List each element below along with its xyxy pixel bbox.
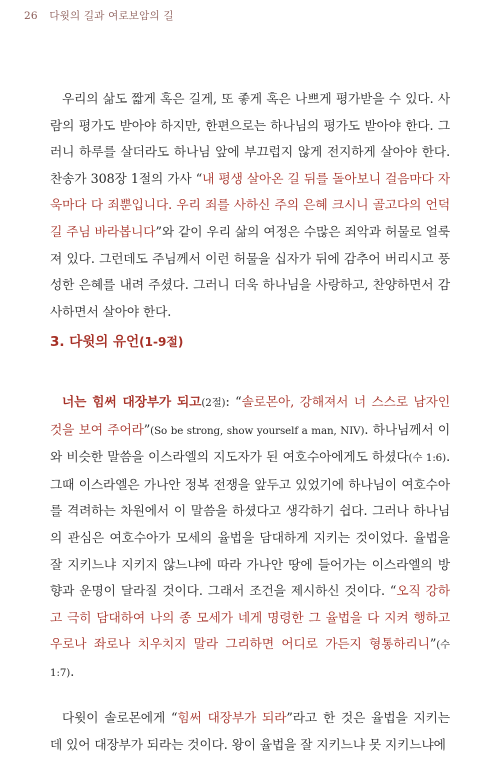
- paragraph-text: : “: [225, 394, 242, 409]
- verse-reference: (2절): [201, 397, 226, 409]
- paragraph-text: 우리의 삶도 짧게 혹은 길게, 또 좋게 혹은 나쁘게 평가받을 수 있다. 사람의 평가도 받아야 하지만, 한편으로는 하나님의 평가도 받아야 한다. 그러니 하루를 살더라도 하나님 앞에 부끄럽지 않게 전지하게 살아야 한다. 찬송가 308장 1절의 가사 “: [50, 91, 450, 186]
- scripture-quote: 솔로몬아, 강해져서 너 스스로 남자인 것을 보여 주어라: [50, 394, 450, 437]
- section-verses: (1-9절): [139, 335, 184, 349]
- paragraph-text: 다윗이 솔로몬에게 “: [62, 710, 178, 725]
- verse-reference: (수 1:6): [408, 452, 447, 465]
- paragraph-text: . 하나님께서 이와 비슷한 말씀을 이스라엘의 지도자가 된 여호수아에게도 하셨다: [50, 421, 450, 465]
- paragraph-be-strong: [50, 705, 450, 758]
- scripture-quote: 오직 강하고 극히 담대하여 나의 종 모세가 네게 명령한 그 율법을 다 지켜 행하고 우로나 좌로나 치우치지 말라 그리하면 어디로 가든지 형통하리니: [50, 583, 450, 652]
- verse-reference: (수 1:7): [50, 639, 450, 679]
- scripture-quote: 힘써 대장부가 되라: [177, 710, 287, 725]
- paragraph-david-charge: [50, 389, 450, 687]
- section-heading: [50, 330, 183, 350]
- page-number: 26: [24, 10, 38, 22]
- english-translation: (So be strong, show yourself a man, NIV): [150, 424, 365, 437]
- paragraph-text: . 그때 이스라엘은 가나안 정복 전쟁을 앞두고 있었기에 하나님이 여호수아를 격려하는 차원에서 이 말씀을 하셨다고 생각하기 쉽다. 그러나 하나님의 관심은 여호수아가 모세의 율법을 담대하게 지키는 것이었다. 율법을 잘 지키느냐 지키지 않느냐에 따라 가나안 땅에 들어가는 이스라엘의 방향과 운명이 달라질 것이다. 그래서 조건을 제시하신 것이다. “: [50, 449, 450, 599]
- running-header: [24, 8, 174, 23]
- key-phrase: 너는 힘써 대장부가 되고: [62, 394, 202, 409]
- paragraph-text: ”와 같이 우리 삶의 여정은 수많은 죄악과 허물로 얼룩져 있다. 그런데도 주님께서 이런 허물을 십자가 뒤에 감추어 버리시고 풍성한 은혜를 내려 주셨다. 그러니 더욱 하나님을 사랑하고, 찬양하면서 감사하면서 살아야 한다.: [50, 223, 450, 319]
- paragraph-hymn: [50, 86, 450, 325]
- hymn-quote: 내 평생 살아온 길 뒤를 돌아보니 걸음마다 자욱마다 다 죄뿐입니다. 우리 죄를 사하신 주의 은혜 크시니 골고다의 언덕길 주님 바라봅니다: [50, 170, 450, 239]
- paragraph-text: ”: [143, 421, 151, 437]
- paragraph-text: ”라고 한 것은 율법을 지키는 데 있어 대장부가 되라는 것이다. 왕이 율법을 잘 지키느냐 못 지키느냐에: [50, 710, 450, 752]
- paragraph-text: ”: [429, 636, 437, 652]
- section-title: 3. 다윗의 유언: [50, 334, 140, 350]
- running-title: 다윗의 길과 여로보암의 길: [49, 10, 174, 22]
- paragraph-text: .: [70, 663, 75, 679]
